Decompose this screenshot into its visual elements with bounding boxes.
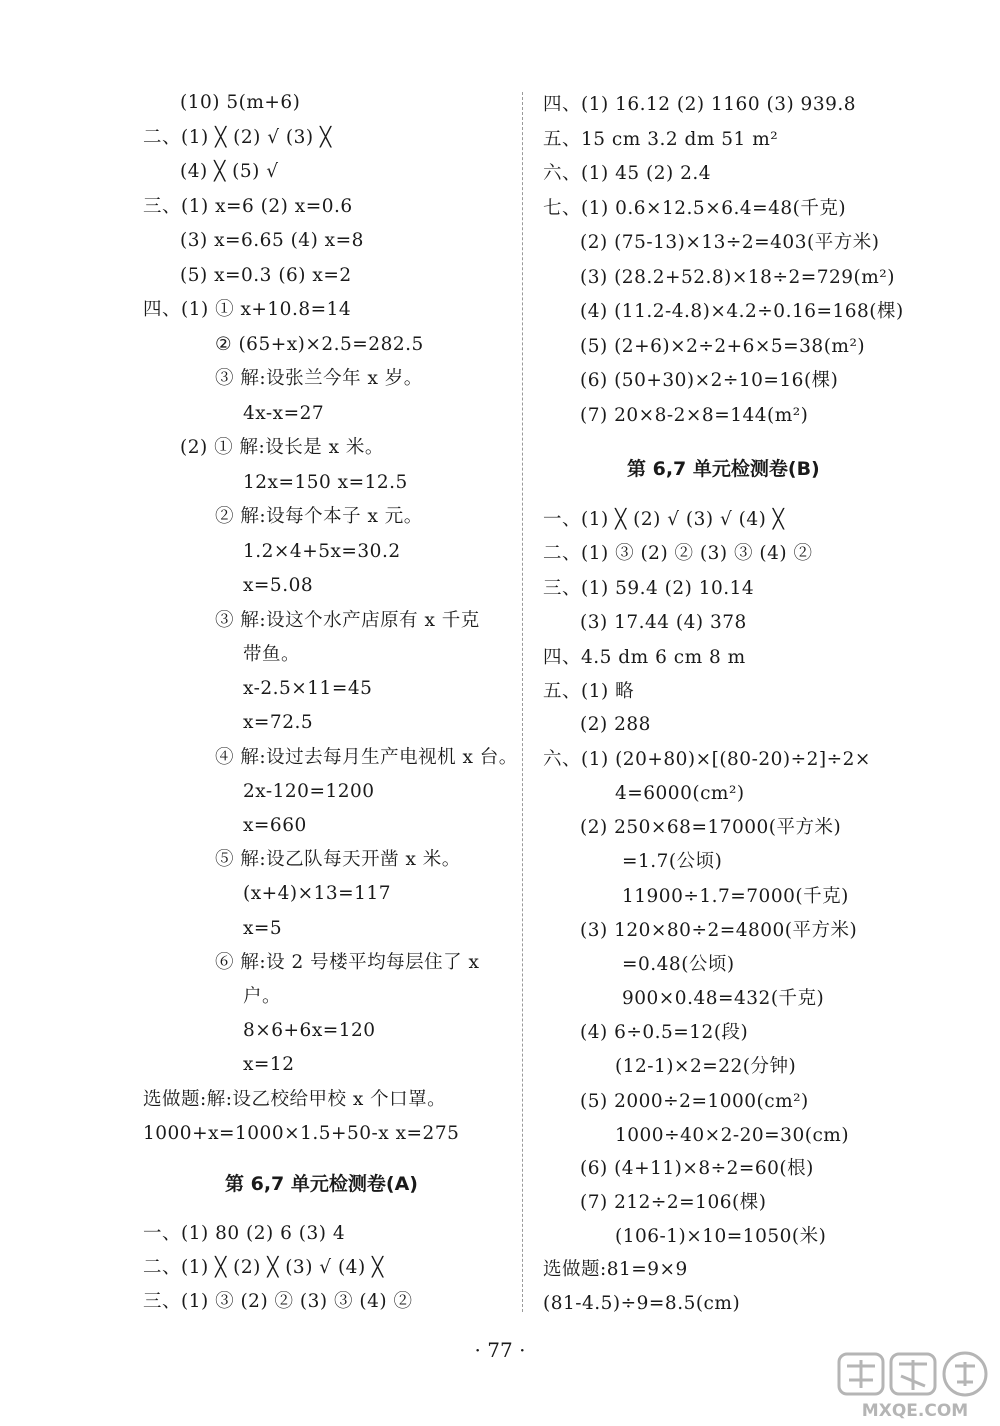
answer-line: 选做题:81=9×9	[543, 1259, 688, 1280]
answer-line: 五、15 cm 3.2 dm 51 m²	[543, 129, 779, 150]
answer-line: (5) x=0.3 (6) x=2	[180, 265, 352, 286]
answer-line: ③ 解:设张兰今年 x 岁。	[215, 368, 423, 389]
answer-line: =0.48(公顷)	[622, 954, 735, 975]
answer-line: ③ 解:设这个水产店原有 x 千克	[215, 610, 480, 631]
answer-line: 1.2×4+5x=30.2	[243, 541, 401, 562]
answer-line: x=5	[243, 918, 283, 939]
answer-line: =1.7(公顷)	[622, 851, 723, 872]
answer-line: 七、(1) 0.6×12.5×6.4=48(千克)	[543, 198, 847, 219]
answer-line: ② 解:设每个本子 x 元。	[215, 506, 423, 527]
answer-line: 二、(1) ╳ (2) ╳ (3) √ (4) ╳	[143, 1257, 384, 1278]
answer-line: 选做题:解:设乙校给甲校 x 个口罩。	[143, 1089, 447, 1110]
answer-line: x=12	[243, 1054, 295, 1075]
answer-line: 三、(1) ③ (2) ② (3) ③ (4) ②	[143, 1291, 413, 1312]
answer-line: 户。	[243, 986, 282, 1007]
page-number: · 77 ·	[474, 1338, 526, 1362]
answer-line: 四、4.5 dm 6 cm 8 m	[543, 647, 746, 668]
answer-line: (81-4.5)÷9=8.5(cm)	[543, 1293, 741, 1314]
answer-line: 12x=150 x=12.5	[243, 472, 408, 493]
svg-text:MXQE.COM: MXQE.COM	[861, 1401, 969, 1421]
answer-line: (4) ╳ (5) √	[180, 161, 279, 182]
section-heading: 第 6,7 单元检测卷(A)	[225, 1173, 418, 1195]
answer-line: 4x-x=27	[243, 403, 325, 424]
answer-line: (6) (4+11)×8÷2=60(根)	[580, 1158, 814, 1179]
answer-line: (5) (2+6)×2÷2+6×5=38(m²)	[580, 336, 866, 357]
answer-line: (10) 5(m+6)	[180, 92, 301, 113]
answer-line: 五、(1) 略	[543, 681, 635, 702]
answer-line: (106-1)×10=1050(米)	[615, 1226, 827, 1247]
answer-line: 六、(1) (20+80)×[(80-20)÷2]÷2×	[543, 749, 871, 770]
answer-line: (2) ① 解:设长是 x 米。	[180, 437, 384, 458]
answer-line: ⑥ 解:设 2 号楼平均每层住了 x	[215, 952, 480, 973]
answer-line: 8×6+6x=120	[243, 1020, 376, 1041]
answer-line: (6) (50+30)×2÷10=16(棵)	[580, 370, 839, 391]
answer-line: x=5.08	[243, 575, 314, 596]
answer-line: 三、(1) x=6 (2) x=0.6	[143, 196, 353, 217]
answer-line: 三、(1) 59.4 (2) 10.14	[543, 578, 755, 599]
answer-line: (7) 20×8-2×8=144(m²)	[580, 405, 809, 426]
answer-line: 1000÷40×2-20=30(cm)	[615, 1125, 850, 1146]
watermark-logo	[835, 1350, 995, 1422]
answer-line: x-2.5×11=45	[243, 678, 373, 699]
answer-line: (3) 120×80÷2=4800(平方米)	[580, 920, 858, 941]
answer-line: x=72.5	[243, 712, 314, 733]
answer-line: 二、(1) ╳ (2) √ (3) ╳	[143, 127, 332, 148]
answer-line: 900×0.48=432(千克)	[622, 988, 825, 1009]
answer-line: 一、(1) ╳ (2) √ (3) √ (4) ╳	[543, 509, 785, 530]
answer-line: ⑤ 解:设乙队每天开凿 x 米。	[215, 849, 461, 870]
answer-line: (4) 6÷0.5=12(段)	[580, 1022, 749, 1043]
answer-line: (7) 212÷2=106(棵)	[580, 1192, 767, 1213]
answer-line: 六、(1) 45 (2) 2.4	[543, 163, 712, 184]
answer-line: (2) 250×68=17000(平方米)	[580, 817, 842, 838]
section-heading: 第 6,7 单元检测卷(B)	[627, 458, 820, 480]
answer-line: 一、(1) 80 (2) 6 (3) 4	[143, 1223, 346, 1244]
answer-line: (3) 17.44 (4) 378	[580, 612, 747, 633]
column-divider	[522, 92, 523, 1312]
answer-line: ② (65+x)×2.5=282.5	[215, 334, 424, 355]
answer-line: ④ 解:设过去每月生产电视机 x 台。	[215, 747, 518, 768]
answer-line: (12-1)×2=22(分钟)	[615, 1056, 797, 1077]
answer-line: 4=6000(cm²)	[615, 783, 745, 804]
answer-line: 带鱼。	[243, 644, 301, 665]
answer-line: (5) 2000÷2=1000(cm²)	[580, 1091, 809, 1112]
answer-line: (2) 288	[580, 714, 651, 735]
answer-line: (2) (75-13)×13÷2=403(平方米)	[580, 232, 880, 253]
answer-line: 11900÷1.7=7000(千克)	[622, 886, 849, 907]
answer-line: (3) (28.2+52.8)×18÷2=729(m²)	[580, 267, 895, 288]
answer-line: 2x-120=1200	[243, 781, 375, 802]
answer-line: 二、(1) ③ (2) ② (3) ③ (4) ②	[543, 543, 813, 564]
answer-line: (3) x=6.65 (4) x=8	[180, 230, 364, 251]
answer-line: 四、(1) ① x+10.8=14	[143, 299, 352, 320]
answer-line: 1000+x=1000×1.5+50-x x=275	[143, 1123, 460, 1144]
answer-line: (4) (11.2-4.8)×4.2÷0.16=168(棵)	[580, 301, 904, 322]
answer-line: x=660	[243, 815, 307, 836]
answer-line: (x+4)×13=117	[243, 883, 391, 904]
answer-line: 四、(1) 16.12 (2) 1160 (3) 939.8	[543, 94, 857, 115]
